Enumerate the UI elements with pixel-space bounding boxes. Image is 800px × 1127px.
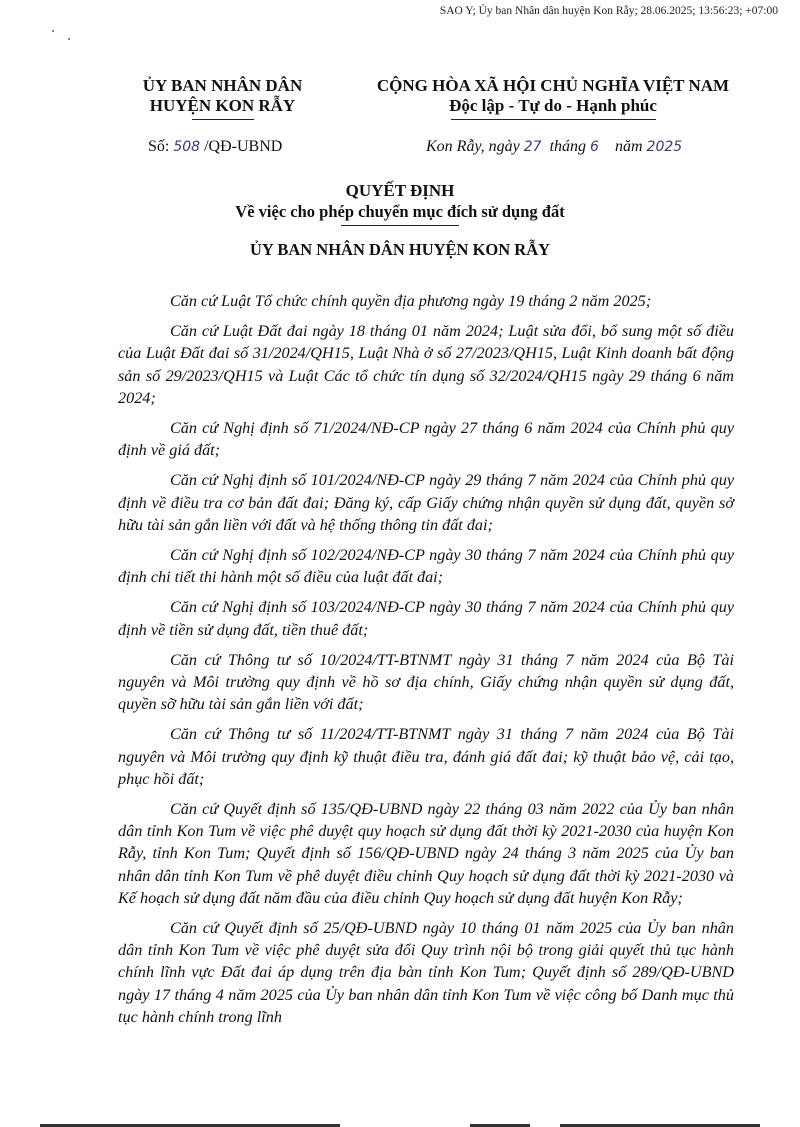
digital-copy-stamp: SAO Y; Ủy ban Nhân dân huyện Kon Rẫy; 28.06.2025; 13:56:23; +07:00 (439, 5, 778, 17)
date-day: 27 (523, 139, 542, 155)
scan-speck (52, 30, 54, 32)
date-year: 2025 (646, 139, 683, 155)
document-subtitle: Về việc cho phép chuyển mục đích sử dụng đất (235, 202, 565, 221)
national-motto (338, 76, 768, 120)
agency-line-2: HUYỆN KON RẪY (149, 96, 296, 115)
agency-line-1: ỦY BAN NHÂN DÂN (142, 76, 303, 95)
legal-basis-paragraph: Căn cứ Nghị định số 102/2024/NĐ-CP ngày 30 tháng 7 năm 2024 của Chính phủ quy định chi tiết thi hành một số điều của luật đất đai; (118, 546, 734, 587)
legal-basis-paragraph: Căn cứ Quyết định số 135/QĐ-UBND ngày 22 tháng 03 năm 2022 của Ủy ban nhân dân tỉnh Kon Tum về việc phê duyệt quy hoạch sử dụng đất thời kỳ 2021-2030 của huyện Kon Rẫy, tỉnh Kon Tum; Quyết định số 156/QĐ-UBND ngày 24 tháng 3 năm 2025 của Ủy ban nhân dân tỉnh Kon Tum về phê duyệt điều chỉnh Quy hoạch sử dụng đất thời kỳ 2021-2030 và Kế hoạch sử dụng đất năm đầu của điều chỉnh Quy hoạch sử dụng đất huyện Kon Rẫy; (118, 800, 734, 907)
legal-basis-paragraph: Căn cứ Quyết định số 25/QĐ-UBND ngày 10 tháng 01 năm 2025 của Ủy ban nhân dân tỉnh Kon Tum về việc phê duyệt sửa đổi Quy trình nội bộ trong giải quyết thủ tục hành chính lĩnh vực Đất đai áp dụng trên địa bàn tỉnh Kon Tum; Quyết định số 289/QĐ-UBND ngày 17 tháng 4 năm 2025 của Ủy ban nhân dân tỉnh Kon Tum về việc công bố Danh mục thủ tục hành chính trong lĩnh (118, 919, 734, 1026)
subtitle-underline (341, 225, 459, 226)
motto-underline (451, 119, 656, 120)
legal-basis-paragraph: Căn cứ Thông tư số 11/2024/TT-BTNMT ngày 31 tháng 7 năm 2024 của Bộ Tài nguyên và Môi trường quy định kỹ thuật điều tra, đánh giá đất đai; kỹ thuật bảo vệ, cải tạo, phục hồi đất; (118, 725, 734, 788)
scan-bottom-edge (0, 1121, 800, 1127)
document-body (118, 290, 734, 1036)
scan-speck (68, 38, 70, 40)
nation-line-2: Độc lập - Tự do - Hạnh phúc (449, 96, 657, 115)
date-month: 6 (590, 139, 599, 155)
issuing-authority: ỦY BAN NHÂN DÂN HUYỆN KON RẪY (249, 240, 551, 259)
number-value: 508 (173, 139, 201, 155)
legal-basis-paragraph: Căn cứ Nghị định số 71/2024/NĐ-CP ngày 27 tháng 6 năm 2024 của Chính phủ quy định về giá đất; (118, 419, 734, 460)
date-place: Kon Rẫy, ngày (426, 138, 520, 155)
document-date (426, 138, 682, 156)
issuing-agency (120, 76, 325, 120)
nation-line-1: CỘNG HÒA XÃ HỘI CHỦ NGHĨA VIỆT NAM (376, 76, 730, 95)
date-month-label: tháng (549, 138, 587, 155)
legal-basis-paragraph: Căn cứ Thông tư số 10/2024/TT-BTNMT ngày 31 tháng 7 năm 2024 của Bộ Tài nguyên và Môi trường quy định về hồ sơ địa chính, Giấy chứng nhận quyền sử dụng đất, quyền sỡ hữu tài sản gắn liền với đất; (118, 650, 734, 714)
legal-basis-paragraph: Căn cứ Luật Tổ chức chính quyền địa phương ngày 19 tháng 2 năm 2025; (170, 292, 652, 310)
document-number (148, 138, 282, 156)
number-prefix: Số: (148, 138, 170, 155)
legal-basis-paragraph: Căn cứ Nghị định số 101/2024/NĐ-CP ngày 29 tháng 7 năm 2024 của Chính phủ quy định về điều tra cơ bản đất đai; Đăng ký, cấp Giấy chứng nhận quyền sử dụng đất, quyền sở hữu tài sản gắn liền với đất và hệ thống thông tin đất đai; (118, 471, 734, 534)
legal-basis-paragraph: Căn cứ Luật Đất đai ngày 18 tháng 01 năm 2024; Luật sửa đổi, bổ sung một số điều của Luật Đất đai số 31/2024/QH15, Luật Nhà ở số 27/2023/QH15, Luật Kinh doanh bất động sản số 29/2023/QH15 và Luật Các tổ chức tín dụng số 32/2024/QH15 ngày 29 tháng 6 năm 2024; (118, 322, 734, 407)
title-block (0, 180, 800, 260)
agency-underline (192, 119, 254, 120)
number-suffix: /QĐ-UBND (204, 138, 283, 155)
legal-basis-paragraph: Căn cứ Nghị định số 103/2024/NĐ-CP ngày 30 tháng 7 năm 2024 của Chính phủ quy định về tiền sử dụng đất, tiền thuê đất; (118, 598, 734, 639)
document-title: QUYẾT ĐỊNH (345, 181, 455, 200)
date-year-label: năm (614, 138, 643, 155)
